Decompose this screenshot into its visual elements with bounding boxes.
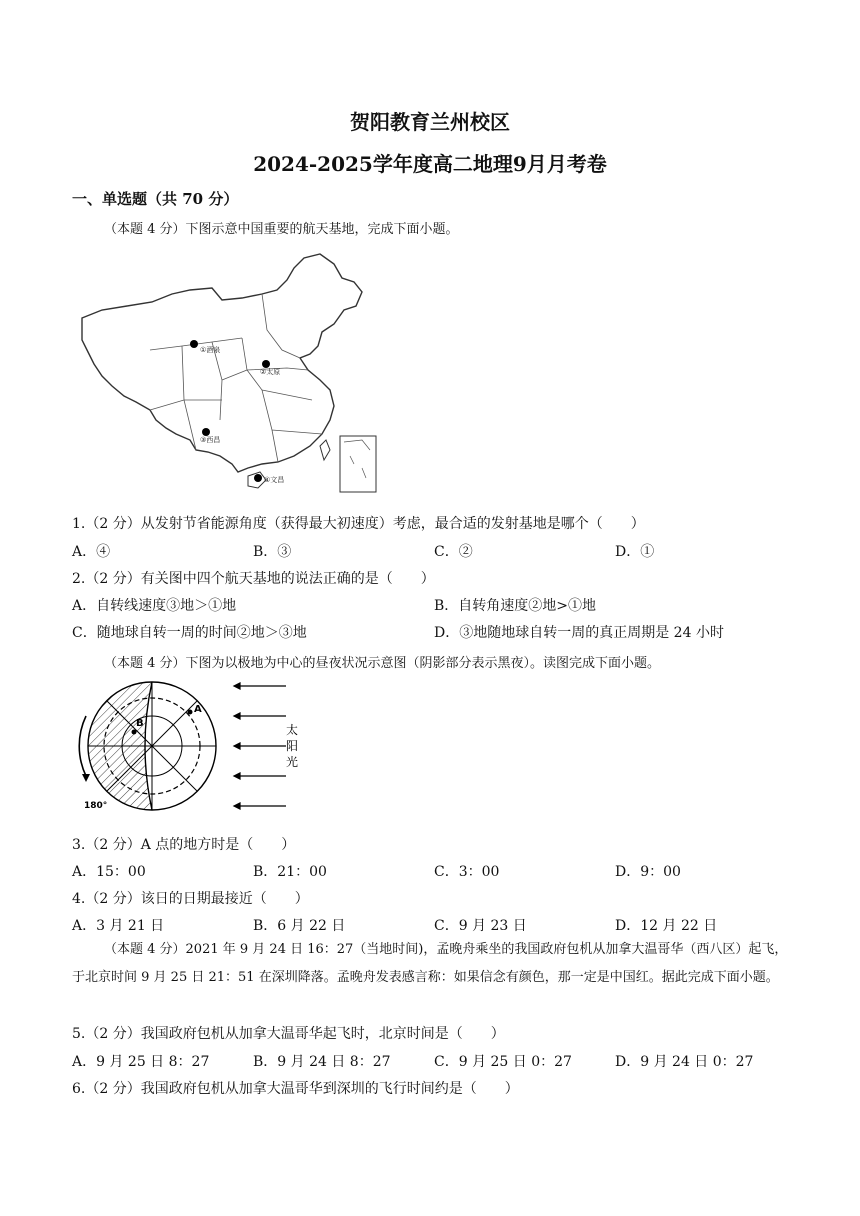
group1-intro: （本题 4 分）下图示意中国重要的航天基地，完成下面小题。 <box>104 222 459 237</box>
q3-option-c[interactable]: C．3：00 <box>434 864 500 880</box>
q4-stem: 4.（2 分）该日的日期最接近（ ） <box>72 891 309 907</box>
label-180: 180° <box>84 801 108 811</box>
section-title: 一、单选题（共 70 分） <box>72 190 239 208</box>
base-label-jiuquan: ①酒泉 <box>200 346 221 354</box>
q3-option-a[interactable]: A．15：00 <box>72 864 146 880</box>
q2-stem: 2.（2 分）有关图中四个航天基地的说法正确的是（ ） <box>72 571 435 587</box>
rotation-arrow <box>79 716 86 776</box>
base-point-wenchang <box>254 474 262 482</box>
q5-option-b[interactable]: B．9 月 24 日 8：27 <box>253 1054 391 1070</box>
q1-option-b[interactable]: B．③ <box>253 544 292 560</box>
base-label-taiyuan: ②太原 <box>260 368 281 376</box>
china-outline <box>82 254 362 472</box>
q2-option-a[interactable]: A．自转线速度③地＞①地 <box>72 598 237 614</box>
q3-stem: 3.（2 分）A 点的地方时是（ ） <box>72 837 296 853</box>
q1-option-a[interactable]: A．④ <box>72 544 111 560</box>
point-b <box>132 730 137 735</box>
taiwan-island <box>320 440 330 460</box>
q1-stem: 1.（2 分）从发射节省能源角度（获得最大初速度）考虑，最合适的发射基地是哪个（ ） <box>72 516 645 532</box>
q2-option-c[interactable]: C．随地球自转一周的时间②地＞③地 <box>72 625 307 641</box>
q5-option-d[interactable]: D．9 月 24 日 0：27 <box>615 1054 754 1070</box>
base-label-xichang: ③西昌 <box>200 436 221 444</box>
q4-option-c[interactable]: C．9 月 23 日 <box>434 918 527 934</box>
group3-intro: （本题 4 分）2021 年 9 月 24 日 16：27（当地时间)，孟晚舟乘坐的我国政府包机从加拿大温哥华（西八区）起飞，于北京时间 9 月 25 日 21：51 在深圳降落。孟晚舟发表感言称：如果信念有颜色，那一定是中国红。据此完成下面小题。 <box>72 942 788 985</box>
q3-option-b[interactable]: B．21：00 <box>253 864 327 880</box>
q1-option-c[interactable]: C．② <box>434 544 473 560</box>
label-a: A <box>194 704 202 715</box>
china-map-figure <box>72 250 382 500</box>
q2-option-d[interactable]: D．③地随地球自转一周的真正周期是 24 小时 <box>434 625 724 641</box>
group2-intro: （本题 4 分）下图为以极地为中心的昼夜状况示意图（阴影部分表示黑夜）。读图完成下面小题。 <box>104 656 661 671</box>
q5-stem: 5.（2 分）我国政府包机从加拿大温哥华起飞时，北京时间是（ ） <box>72 1026 505 1042</box>
q3-option-d[interactable]: D．9：00 <box>615 864 681 880</box>
base-point-jiuquan <box>190 340 198 348</box>
base-point-taiyuan <box>262 360 270 368</box>
q4-option-a[interactable]: A．3 月 21 日 <box>72 918 165 934</box>
q5-option-a[interactable]: A．9 月 25 日 8：27 <box>72 1054 210 1070</box>
school-title: 贺阳教育兰州校区 <box>350 110 510 134</box>
province-lines <box>150 294 322 462</box>
q2-option-b[interactable]: B．自转角速度②地>①地 <box>434 598 597 614</box>
q4-option-b[interactable]: B．6 月 22 日 <box>253 918 346 934</box>
q4-option-d[interactable]: D．12 月 22 日 <box>615 918 718 934</box>
south-sea-inset <box>340 436 376 492</box>
q6-stem: 6.（2 分）我国政府包机从加拿大温哥华到深圳的飞行时间约是（ ） <box>72 1081 519 1097</box>
label-b: B <box>136 718 144 729</box>
point-a <box>188 710 193 715</box>
sunlight-arrows <box>234 683 286 809</box>
exam-title: 2024-2025学年度高二地理9月月考卷 <box>253 152 607 176</box>
polar-day-night-diagram <box>56 676 316 816</box>
base-point-xichang <box>202 428 210 436</box>
sunlight-label-2: 阳 <box>286 739 299 753</box>
q1-option-d[interactable]: D．① <box>615 544 655 560</box>
sunlight-label-3: 光 <box>286 755 299 769</box>
q5-option-c[interactable]: C．9 月 25 日 0：27 <box>434 1054 572 1070</box>
base-label-wenchang: ④文昌 <box>264 476 285 484</box>
sunlight-label-1: 太 <box>286 723 299 737</box>
